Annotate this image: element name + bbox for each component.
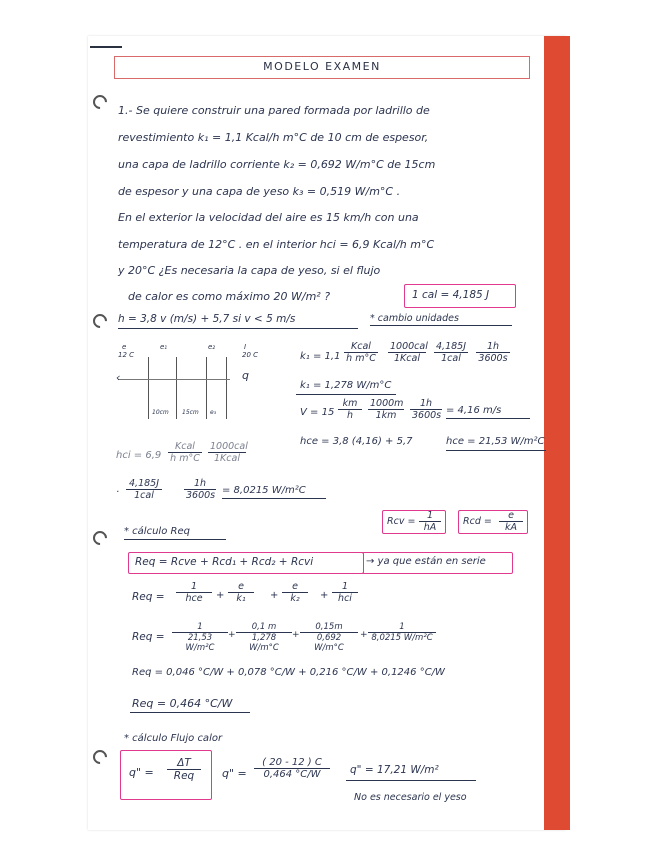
req-note-box — [362, 552, 513, 574]
problem-line: y 20°C ¿Es necesaria la capa de yeso, si el flujo — [118, 264, 381, 277]
diagram-label: e — [122, 343, 127, 351]
page-title: MODELO EXAMEN — [263, 60, 381, 73]
wall-layer-line — [226, 357, 227, 419]
hce-underline — [446, 450, 546, 451]
req-line4: Req = 0,046 °C/W + 0,078 °C/W + 0,216 °C/W + 0,1246 °C/W — [132, 667, 445, 678]
conclusion: No es necesario el yeso — [354, 792, 467, 803]
problem-line: de calor es como máximo 20 W/m² ? — [128, 290, 331, 303]
fraction: e kA — [499, 510, 523, 533]
fraction: 0,15m 0,692 W/m°C — [300, 622, 358, 653]
wall-layer-line — [176, 357, 177, 419]
flux-label-2: q" = — [222, 767, 247, 780]
req-heading: * cálculo Req — [124, 526, 190, 537]
rcd-label: Rcd = — [463, 516, 492, 527]
flux-formula-box — [120, 750, 212, 800]
wall-layer-line — [148, 357, 149, 419]
hci-prefix: hci = 6,9 — [116, 450, 162, 461]
req-formula: Req = Rcve + Rcd₁ + Rcd₂ + Rcvi — [135, 556, 314, 568]
problem-line: de espesor y una capa de yeso k₃ = 0,519 W/m°C . — [118, 185, 401, 198]
flux-heading: * cálculo Flujo calor — [124, 733, 223, 744]
fraction: km h — [338, 398, 362, 421]
fraction: 1 hA — [419, 510, 441, 533]
width-label: 10cm — [152, 409, 169, 416]
problem-line: una capa de ladrillo corriente k₂ = 0,692 W/m°C de 15cm — [118, 158, 436, 171]
hci-underline — [222, 498, 326, 499]
req-box — [128, 552, 364, 574]
cambio-unidades-label: * cambio unidades — [370, 313, 459, 324]
fraction: 1000cal 1Kcal — [210, 441, 248, 464]
fraction: 4,185J 1cal — [436, 341, 466, 364]
fraction: Kcal h m°C — [344, 341, 378, 364]
req-heading-underline — [124, 539, 226, 540]
fraction: ( 20 - 12 ) C 0,464 °C/W — [254, 757, 330, 780]
problem-line: En el exterior la velocidad del aire es 15 km/h con una — [118, 211, 419, 224]
title-box — [114, 56, 530, 79]
plus-sign: + — [360, 630, 368, 640]
left-temp: 12 C — [118, 351, 135, 359]
flux-result: q" = 17,21 W/m² — [350, 764, 439, 776]
flux-result-underline — [346, 780, 476, 781]
notebook-page — [88, 36, 566, 830]
fraction: 1 8,0215 W/m²C — [368, 622, 436, 643]
wall-layer-line — [206, 357, 207, 419]
rcd-box — [458, 510, 528, 534]
diagram-label: e₂ — [208, 343, 216, 351]
hci-result: = 8,0215 W/m²C — [222, 485, 306, 496]
diagram-label: I — [244, 343, 247, 351]
width-label: 15cm — [182, 409, 199, 416]
v-underline — [446, 418, 530, 419]
fraction: 1000m 1km — [370, 398, 404, 421]
conversion-text: 1 cal = 4,185 J — [412, 289, 490, 301]
rcv-box — [382, 510, 446, 534]
hce-result: hce = 21,53 W/m²C — [446, 436, 545, 447]
req-line2-prefix: Req = — [132, 591, 165, 603]
problem-line: temperatura de 12°C . en el interior hci = 6,9 Kcal/h m°C — [118, 238, 435, 251]
heat-flow-arrow — [118, 379, 230, 380]
k1-underline — [296, 394, 396, 395]
req-result: Req = 0,464 °C/W — [132, 697, 233, 710]
fraction: 1000cal 1Kcal — [390, 341, 428, 364]
fraction: 4,185J 1cal — [126, 478, 162, 501]
fraction: 1h 3600s — [476, 341, 510, 364]
fraction: 1 hci — [332, 581, 358, 604]
fraction: 1h 3600s — [186, 478, 216, 501]
k1-result: k₁ = 1,278 W/m°C — [300, 380, 392, 391]
plus-sign: + — [216, 590, 225, 601]
v-prefix: V = 15 — [300, 407, 335, 418]
fraction: 1 21,53 W/m²C — [172, 622, 228, 653]
fraction: 0,1 m 1,278 W/m°C — [236, 622, 292, 653]
fraction: Kcal h m°C — [168, 441, 202, 464]
hce-line: hce = 3,8 (4,16) + 5,7 — [300, 436, 413, 447]
rcv-label: Rcv = — [387, 516, 416, 527]
fraction: 1h 3600s — [412, 398, 442, 421]
k1-prefix: k₁ = 1,1 — [300, 351, 341, 362]
plus-sign: + — [292, 630, 300, 640]
right-temp: 20 C — [242, 351, 259, 359]
plus-sign: + — [270, 590, 279, 601]
req-note: → ya que están en serie — [366, 556, 486, 567]
red-margin-strip — [544, 36, 570, 830]
diagram-label: e₁ — [160, 343, 168, 351]
v-result: = 4,16 m/s — [446, 405, 502, 416]
fraction: e k₁ — [228, 581, 254, 604]
problem-line: revestimiento k₁ = 1,1 Kcal/h m°C de 10 cm de espesor, — [118, 131, 429, 144]
width-label: e₃ — [210, 409, 217, 416]
fraction: 1 hce — [176, 581, 212, 604]
heat-flux-label: q — [242, 369, 249, 382]
plus-sign: + — [320, 590, 329, 601]
h-formula-underline — [118, 328, 358, 329]
fraction: ΔT Req — [167, 757, 201, 782]
problem-line: 1.- Se quiere construir una pared formada por ladrillo de — [118, 104, 430, 117]
wall-diagram — [118, 343, 262, 425]
hci-dot: · — [116, 487, 120, 498]
fraction: e k₂ — [282, 581, 308, 604]
arrow-head-icon: ‹ — [116, 371, 121, 384]
req-line3-prefix: Req = — [132, 631, 165, 643]
h-formula: h = 3,8 v (m/s) + 5,7 si v < 5 m/s — [118, 313, 296, 325]
req-result-underline — [130, 712, 250, 713]
conversion-box — [404, 284, 516, 308]
flux-label: q" = — [129, 766, 154, 779]
top-mark — [90, 46, 122, 48]
cambio-underline — [370, 325, 512, 326]
plus-sign: + — [228, 630, 236, 640]
